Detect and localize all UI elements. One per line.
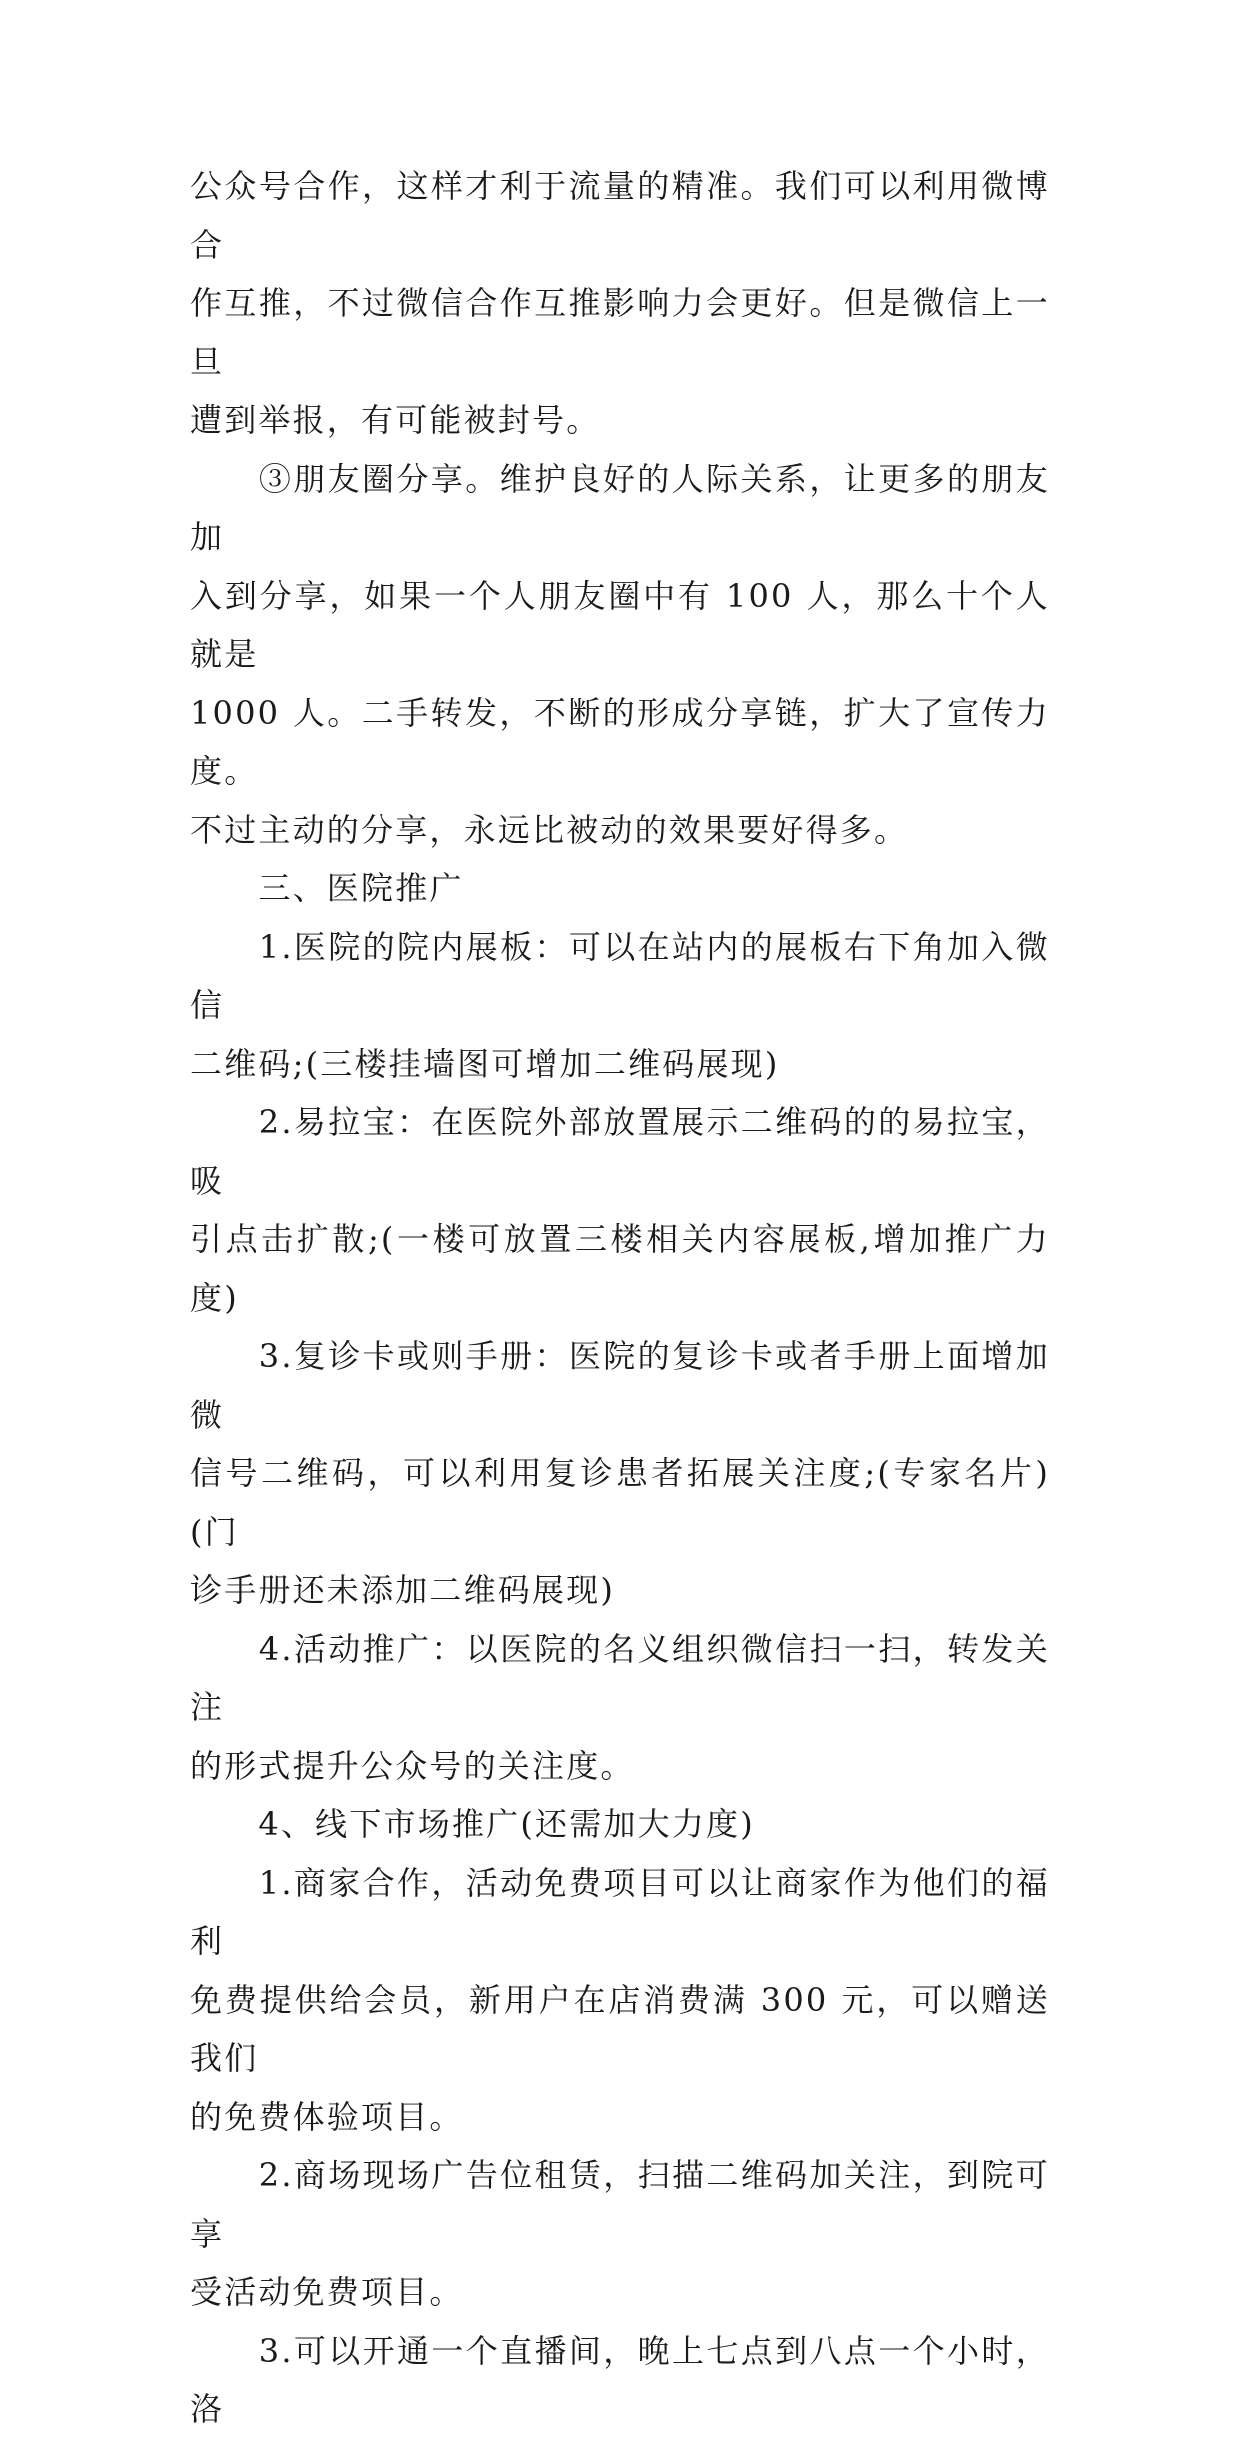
text-line: ③朋友圈分享。维护良好的人际关系，让更多的朋友加 [190,459,1050,556]
text-line: 信号二维码，可以利用复诊患者拓展关注度;(专家名片)(门 [190,1454,1050,1551]
text-line: 入到分享，如果一个人朋友圈中有 100 人，那么十个人就是 [190,576,1050,673]
document-body [190,157,1050,2439]
text-line: 1000 人。二手转发，不断的形成分享链，扩大了宣传力度。 [190,693,1050,790]
text-line: 诊手册还未添加二维码展现) [190,1571,616,1609]
text-line: 遭到举报，有可能被封号。 [190,401,601,439]
text-line: 1.商家合作，活动免费项目可以让商家作为他们的福利 [190,1863,1050,1960]
text-line: 免费提供给会员，新用户在店消费满 300 元，可以赠送我们 [190,1980,1050,2077]
text-line: 受活动免费项目。 [190,2273,464,2311]
text-line: 作互推，不过微信合作互推影响力会更好。但是微信上一旦 [190,284,1050,381]
text-line: 的免费体验项目。 [190,2097,464,2136]
section-heading: 三、医院推广 [190,869,464,907]
text-line: 2.商场现场广告位租赁，扫描二维码加关注，到院可享 [190,2156,1050,2253]
text-line: 二维码;(三楼挂墙图可增加二维码展现) [190,1044,780,1083]
text-line: 4.活动推广：以医院的名义组织微信扫一扫，转发关注 [190,1629,1050,1726]
text-line: 的形式提升公众号的关注度。 [190,1746,635,1785]
text-line: 3.可以开通一个直播间，晚上七点到八点一个小时，洛 [190,2331,1050,2428]
text-line: 引点击扩散;(一楼可放置三楼相关内容展板,增加推广力度) [190,1220,1050,1317]
text-line: 2.易拉宝：在医院外部放置展示二维码的的易拉宝，吸 [190,1103,1050,1200]
text-line: 1.医院的院内展板：可以在站内的展板右下角加入微信 [190,927,1050,1024]
text-line: 公众号合作，这样才利于流量的精准。我们可以利用微博合 [190,167,1050,264]
section-heading: 4、线下市场推广(还需加大力度) [190,1805,755,1843]
text-line: 不过主动的分享，永远比被动的效果要好得多。 [190,810,909,849]
text-line: 3.复诊卡或则手册：医院的复诊卡或者手册上面增加微 [190,1337,1050,1434]
